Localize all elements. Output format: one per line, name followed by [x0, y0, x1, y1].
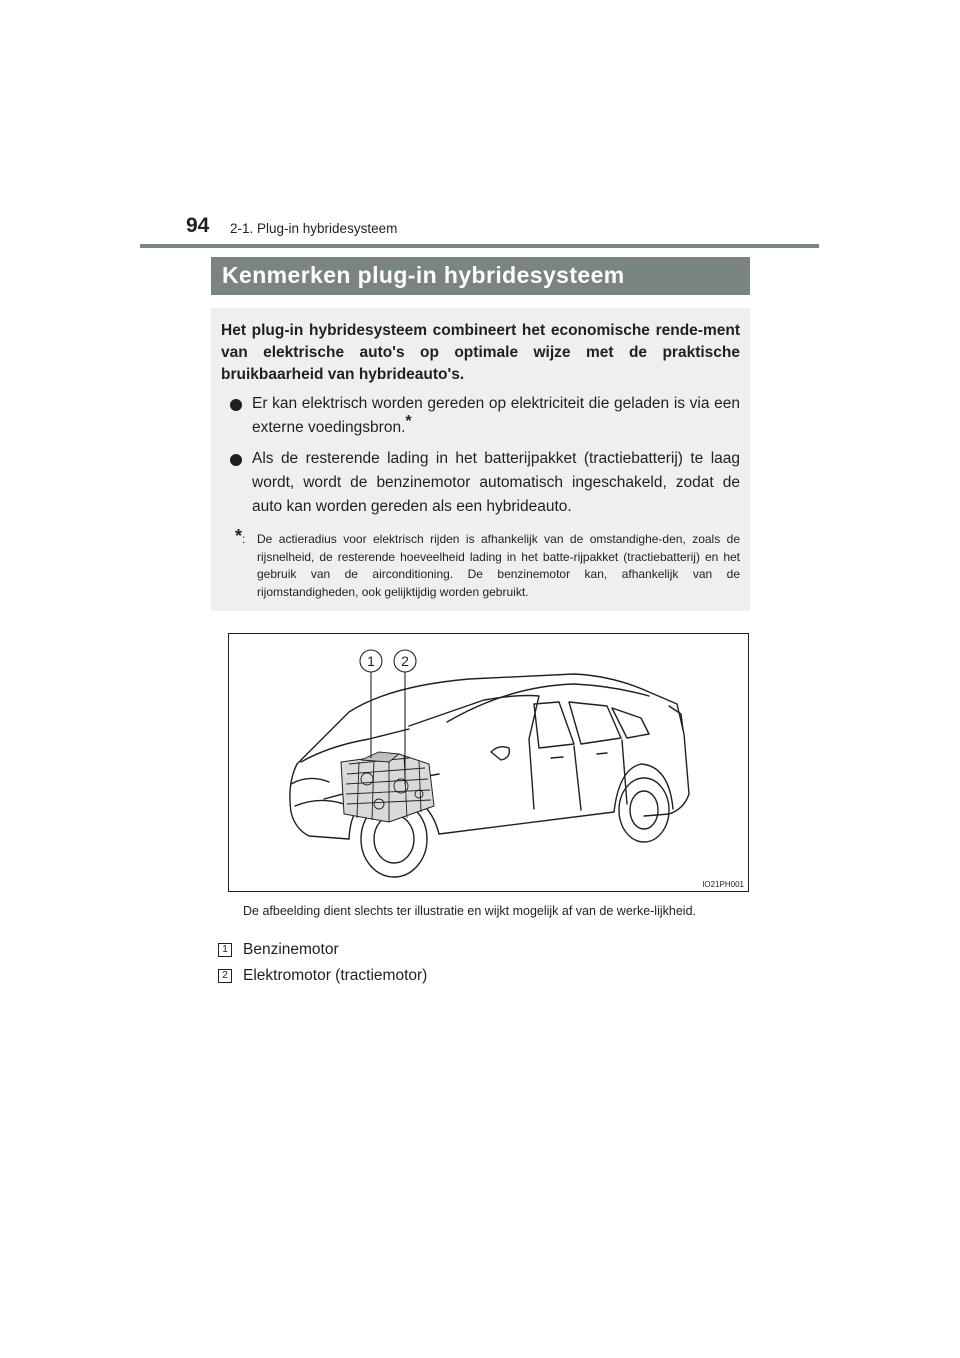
bullet-dot-icon [230, 454, 242, 466]
footnote-mark: *: [235, 526, 246, 546]
figure-code: IO21PH001 [702, 880, 744, 889]
legend-item [218, 941, 339, 959]
header-rule [140, 244, 819, 248]
footnote-ref: * [405, 413, 412, 430]
figure-caption: De afbeelding dient slechts ter illustratie en wijkt mogelijk af van de werke-lijkheid. [243, 904, 696, 918]
section-label: 2-1. Plug-in hybridesysteem [230, 221, 398, 236]
callout-1: 1 [367, 653, 375, 669]
car-illustration [229, 634, 749, 892]
footnote [221, 526, 740, 601]
bullet-text: Er kan elektrisch worden gereden op elektriciteit die geladen is via een externe voedingsbron. [252, 395, 740, 436]
bullet-item [221, 392, 740, 440]
car-illustration-figure [228, 633, 749, 892]
page-number: 94 [186, 214, 210, 237]
legend-label: Benzinemotor [243, 941, 339, 958]
legend-item [218, 967, 427, 985]
bullet-item [221, 447, 740, 519]
legend-label: Elektromotor (tractiemotor) [243, 967, 428, 984]
bullet-list [221, 392, 740, 519]
intro-text: Het plug-in hybridesysteem combineert het economische rende-ment van elektrische auto's op optimale wijze met de praktische bruikbaarheid van hybrideauto's. [221, 322, 740, 383]
info-box [211, 308, 750, 611]
bullet-dot-icon [230, 399, 242, 411]
legend-number: 2 [218, 969, 232, 983]
section-title-bar [211, 257, 750, 295]
callout-2: 2 [401, 653, 409, 669]
section-title: Kenmerken plug-in hybridesysteem [222, 262, 625, 288]
bullet-text: Als de resterende lading in het batterijpakket (tractiebatterij) te laag wordt, wordt de benzinemotor automatisch ingeschakeld, zodat de auto kan worden gereden als een hybrideauto. [252, 450, 740, 515]
legend-number: 1 [218, 943, 232, 957]
footnote-text: De actieradius voor elektrisch rijden is afhankelijk van de omstandighe-den, zoals de rijsnelheid, de resterende hoeveelheid lading in het batte-rijpakket (tractiebatterij) en het gebruik van de airconditioning. De benzinemotor kan, afhankelijk van de rijomstandigheden, ook gelijktijdig worden gebruikt. [257, 532, 740, 599]
